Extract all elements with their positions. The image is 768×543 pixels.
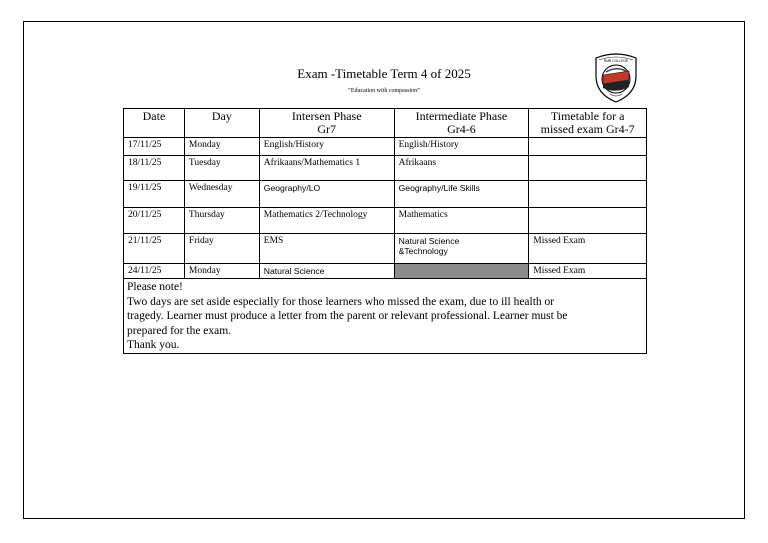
table-row: [124, 181, 647, 208]
cell-intermediate-shaded: [394, 264, 529, 279]
cell-intersen: Mathematics 2/Technology: [259, 208, 394, 234]
svg-text:RMB COLLEGE: RMB COLLEGE: [603, 59, 629, 63]
note-text: tragedy. Learner must produce a letter from the parent or relevant professional. Learner must be: [127, 310, 568, 322]
cell-intermediate: English/History: [394, 138, 529, 156]
cell-day: Wednesday: [184, 181, 259, 208]
table-row: [124, 156, 647, 181]
cell-day: Thursday: [184, 208, 259, 234]
header-missed-exam: Timetable for a missed exam Gr4-7: [529, 109, 647, 138]
cell-missed: [529, 208, 647, 234]
cell-missed: [529, 138, 647, 156]
header-intermediate: Intermediate Phase Gr4-6: [394, 109, 529, 138]
cell-date: 19/11/25: [124, 181, 185, 208]
cell-intersen: EMS: [259, 234, 394, 264]
cell-day: Monday: [184, 264, 259, 279]
table-row: [124, 234, 647, 264]
table-row: [124, 208, 647, 234]
cell-date: 18/11/25: [124, 156, 185, 181]
cell-intersen: Natural Science: [259, 264, 394, 279]
header-date: Date: [124, 109, 185, 138]
cell-missed: [529, 156, 647, 181]
cell-day: Tuesday: [184, 156, 259, 181]
cell-intermediate: Natural Science &Technology: [394, 234, 529, 264]
cell-missed: [529, 181, 647, 208]
cell-intersen: English/History: [259, 138, 394, 156]
cell-day: Friday: [184, 234, 259, 264]
note-heading: Please note!: [127, 281, 183, 293]
header-intersen: Intersen Phase Gr7: [259, 109, 394, 138]
header-row: [124, 109, 647, 138]
header-day: Day: [184, 109, 259, 138]
note-text: Two days are set aside especially for those learners who missed the exam, due to ill health or: [127, 295, 555, 308]
note-row: [124, 279, 647, 354]
school-crest-logo: [590, 52, 642, 104]
cell-date: 21/11/25: [124, 234, 185, 264]
cell-missed: Missed Exam: [529, 234, 647, 264]
table-row: [124, 264, 647, 279]
exam-timetable: [123, 108, 647, 354]
cell-intermediate: Afrikaans: [394, 156, 529, 181]
cell-intersen: Geography/LO: [259, 181, 394, 208]
cell-day: Monday: [184, 138, 259, 156]
cell-intermediate: Geography/Life Skills: [394, 181, 529, 208]
note-text: prepared for the exam.: [127, 324, 232, 337]
cell-intermediate: Mathematics: [394, 208, 529, 234]
table-row: [124, 138, 647, 156]
cell-date: 17/11/25: [124, 138, 185, 156]
document-title: Exam -Timetable Term 4 of 2025: [297, 66, 471, 81]
cell-missed: Missed Exam: [529, 264, 647, 279]
cell-date: 24/11/25: [124, 264, 185, 279]
school-motto: “Education with compassion”: [348, 88, 420, 94]
note-cell: [124, 279, 647, 354]
cell-intersen: Afrikaans/Mathematics 1: [259, 156, 394, 181]
note-closing: Thank you.: [127, 339, 180, 351]
cell-date: 20/11/25: [124, 208, 185, 234]
